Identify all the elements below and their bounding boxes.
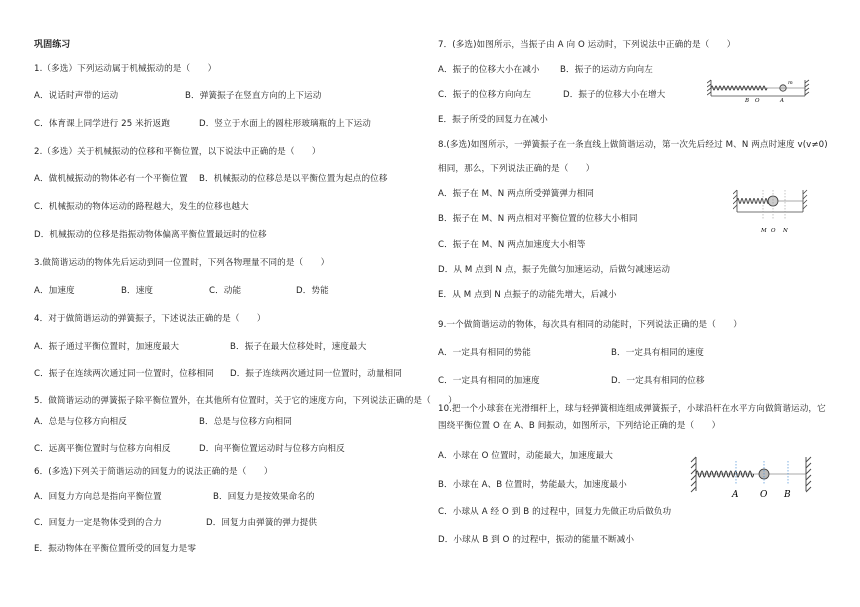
q7-option-e: E．振子所受的回复力在减小 <box>438 115 548 125</box>
q8-option-a: A．振子在 M、N 两点所受弹簧弹力相同 <box>438 189 595 199</box>
spring-oscillator-figure-7 <box>707 78 811 104</box>
q4-option-a: A．振子通过平衡位置时，加速度最大 <box>34 342 180 352</box>
label-b: B <box>745 98 750 104</box>
q1-option-c: C．体育课上同学进行 25 米折返跑 <box>34 119 170 129</box>
question-5: 5．做简谐运动的弹簧振子除平衡位置外，在其他所有位置时，关于它的速度方向，下列说法正确的是（ ） <box>34 396 457 406</box>
q7-option-c: C．振子的位移方向向左 <box>438 90 532 100</box>
q8-option-b: B．振子在 M、N 两点相对平衡位置的位移大小相同 <box>438 214 638 224</box>
q5-option-c: C．远离平衡位置时与位移方向相反 <box>34 444 171 454</box>
question-10: 10.把一个小球套在光滑细杆上，球与轻弹簧相连组成弹簧振子，小球沿杆在水平方向做简谐运动，它 <box>438 404 826 414</box>
question-3: 3.做简谐运动的物体先后运动到同一位置时，下列各物理量不同的是（ ） <box>34 258 330 268</box>
question-6: 6．(多选)下列关于简谐运动的回复力的说法正确的是（ ） <box>34 467 273 477</box>
q6-option-e: E．振动物体在平衡位置所受的回复力是零 <box>34 544 197 554</box>
q4-option-b: B．振子在最大位移处时，速度最大 <box>230 342 367 352</box>
label-a: A <box>732 490 739 499</box>
q8-option-d: D．从 M 点到 N 点，振子先做匀加速运动，后做匀减速运动 <box>438 265 671 275</box>
label-o: O <box>760 490 768 499</box>
q9-option-b: B．一定具有相同的速度 <box>611 348 704 358</box>
q2-option-c: C．机械振动的物体运动的路程越大，发生的位移也越大 <box>34 202 249 212</box>
question-8: 8.(多选)如图所示，一弹簧振子在一条直线上做简谐运动，第一次先后经过 M、N 两点时速度 v(v≠0) <box>438 140 828 150</box>
label-m: m <box>788 80 793 86</box>
question-8-cont: 相同，那么，下列说法正确的是（ ） <box>438 164 595 174</box>
q9-option-c: C．一定具有相同的加速度 <box>438 376 540 386</box>
section-heading: 巩固练习 <box>34 40 71 50</box>
q5-option-a: A．总是与位移方向相反 <box>34 417 127 427</box>
q8-option-e: E．从 M 点到 N 点振子的动能先增大，后减小 <box>438 290 617 300</box>
q1-option-b: B．弹簧振子在竖直方向的上下运动 <box>185 91 322 101</box>
q10-option-a: A．小球在 O 位置时，动能最大，加速度最大 <box>438 451 613 461</box>
q5-option-b: B．总是与位移方向相同 <box>199 417 292 427</box>
q3-option-a: A．加速度 <box>34 286 75 296</box>
q7-option-d: D．振子的位移大小在增大 <box>563 90 666 100</box>
question-9: 9.一个做简谐运动的物体，每次具有相同的动能时，下列说法正确的是（ ） <box>438 320 742 330</box>
left-wall-hatch <box>733 190 737 212</box>
left-wall-hatch <box>707 80 711 96</box>
q4-option-c: C．振子在连续两次通过同一位置时，位移相同 <box>34 369 214 379</box>
q6-option-d: D．回复力由弹簧的弹力提供 <box>206 518 318 528</box>
question-7: 7．(多选)如图所示，当振子由 A 向 O 运动时，下列说法中正确的是（ ） <box>438 40 736 50</box>
q10-option-d: D．小球从 B 到 O 的过程中，振动的能量不断减小 <box>438 535 635 545</box>
right-wall-hatch <box>806 457 811 492</box>
label-a: A <box>780 98 784 104</box>
q8-option-c: C．振子在 M、N 两点加速度大小相等 <box>438 240 586 250</box>
label-m: M <box>761 228 767 234</box>
spring-coil <box>737 199 769 204</box>
q1-option-d: D．竖立于水面上的圆柱形玻璃瓶的上下运动 <box>199 119 371 129</box>
q2-option-d: D．机械振动的位移是指振动物体偏离平衡位置最远时的位移 <box>34 230 267 240</box>
question-4: 4．对于做简谐运动的弹簧振子，下述说法正确的是（ ） <box>34 314 266 324</box>
label-o: O <box>771 228 776 234</box>
q10-option-b: B．小球在 A、B 位置时，势能最大，加速度最小 <box>438 480 627 490</box>
q7-option-a: A．振子的位移大小在减小 <box>438 65 540 75</box>
spring-oscillator-figure-8 <box>733 186 809 236</box>
q6-option-c: C．回复力一定是物体受到的合力 <box>34 518 162 528</box>
question-10-cont: 围绕平衡位置 O 在 A、B 间振动，如图所示，下列结论正确的是（ ） <box>438 421 721 431</box>
q1-option-a: A．说话时声带的运动 <box>34 91 119 101</box>
q6-option-b: B．回复力是按效果命名的 <box>213 492 315 502</box>
q2-option-a: A．做机械振动的物体必有一个平衡位置 <box>34 174 188 184</box>
q3-option-d: D．势能 <box>296 286 329 296</box>
left-wall-hatch <box>691 457 696 492</box>
q9-option-a: A．一定具有相同的势能 <box>438 348 531 358</box>
q9-option-d: D．一定具有相同的位移 <box>611 376 705 386</box>
label-o: O <box>755 98 760 104</box>
q7-option-b: B．振子的运动方向向左 <box>560 65 653 75</box>
right-wall-hatch <box>803 190 807 212</box>
q3-option-b: B．速度 <box>121 286 154 296</box>
label-b: B <box>784 490 791 499</box>
spring-oscillator-figure-10 <box>690 455 812 499</box>
q2-option-b: B．机械振动的位移总是以平衡位置为起点的位移 <box>199 174 388 184</box>
q10-option-c: C．小球从 A 经 O 到 B 的过程中，回复力先做正功后做负功 <box>438 507 672 517</box>
label-n: N <box>783 228 788 234</box>
q6-option-a: A．回复力方向总是指向平衡位置 <box>34 492 162 502</box>
q4-option-d: D．振子连续两次通过同一位置时，动量相同 <box>230 369 402 379</box>
right-wall-hatch <box>805 80 809 96</box>
q3-option-c: C．动能 <box>209 286 242 296</box>
q5-option-d: D．向平衡位置运动时与位移方向相反 <box>199 444 345 454</box>
question-1: 1.（多选）下列运动属于机械振动的是（ ） <box>34 64 217 74</box>
question-2: 2.（多选）关于机械振动的位移和平衡位置，以下说法中正确的是（ ） <box>34 147 321 157</box>
